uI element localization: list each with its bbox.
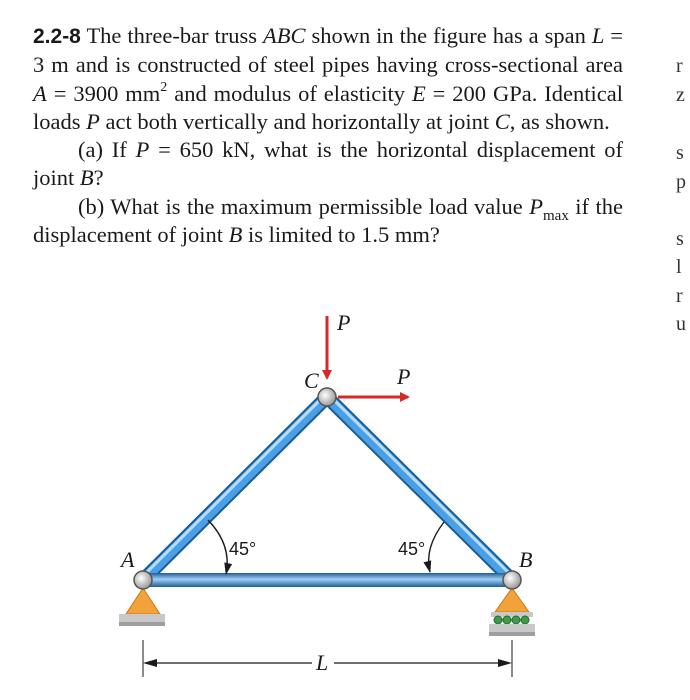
problem-number: 2.2-8 xyxy=(33,25,81,48)
text-run: shown in the figure has a span xyxy=(305,23,592,48)
edge-letter: z xyxy=(676,84,685,106)
angle-label-right: 45° xyxy=(398,539,426,559)
text-run: ? xyxy=(93,165,104,191)
edge-letter: s xyxy=(676,228,684,250)
area-exponent: 2 xyxy=(160,79,168,95)
text-run: (a) If xyxy=(78,137,136,163)
text-run: The three-bar truss xyxy=(86,23,263,48)
text-run: (b) What is the maximum permissible load value xyxy=(78,193,530,219)
pin-support-a xyxy=(119,588,165,626)
text-run: act both vertically and horizontally at joint xyxy=(99,108,495,134)
angle-label-left: 45° xyxy=(229,539,257,559)
edge-letter: r xyxy=(676,285,683,307)
edge-letter: p xyxy=(676,171,686,193)
text-run: = 3 m and is constructed of steel pipes having cross-sectional area xyxy=(33,23,623,78)
angle-arc-right xyxy=(429,522,444,572)
text-run: and modulus of elasticity xyxy=(167,80,412,106)
member-ab xyxy=(143,573,512,587)
edge-letter: r xyxy=(676,55,683,77)
text-run: if the displacement of joint xyxy=(33,193,623,248)
text-run: = 650 kN, what is the horizontal displacement of joint xyxy=(33,137,623,191)
text-run: = 3900 mm xyxy=(46,80,161,106)
angle-arc-left xyxy=(208,520,227,574)
joint-a-pin xyxy=(134,571,152,589)
truss-name: ABC xyxy=(262,23,306,48)
label-span: L xyxy=(316,650,329,675)
area-symbol: A xyxy=(33,80,47,106)
text-run: = 200 GPa. Identical loads xyxy=(33,80,623,134)
max-subscript: max xyxy=(543,207,569,224)
text-run: , as shown. xyxy=(509,108,610,134)
roller-support-b xyxy=(489,588,535,636)
label-load-horizontal: P xyxy=(397,364,411,389)
load-symbol: P xyxy=(529,193,543,219)
modulus-symbol: E xyxy=(411,80,426,106)
joint-c-pin xyxy=(318,388,336,406)
joint-b-pin xyxy=(503,571,521,589)
edge-letter: l xyxy=(676,256,682,278)
edge-letter: u xyxy=(676,313,686,335)
span-symbol: L xyxy=(591,23,605,48)
label-joint-a: A xyxy=(121,547,135,572)
joint-b-ref: B xyxy=(79,165,94,191)
label-joint-b: B xyxy=(519,547,533,572)
edge-letter: s xyxy=(676,142,684,164)
load-symbol: P xyxy=(135,137,150,163)
joint-b-ref: B xyxy=(228,222,243,248)
label-joint-c: C xyxy=(304,368,319,393)
label-load-vertical: P xyxy=(337,310,351,335)
joint-c-ref: C xyxy=(494,108,510,134)
text-run: is limited to 1.5 mm? xyxy=(242,222,440,248)
load-symbol: P xyxy=(86,108,100,134)
